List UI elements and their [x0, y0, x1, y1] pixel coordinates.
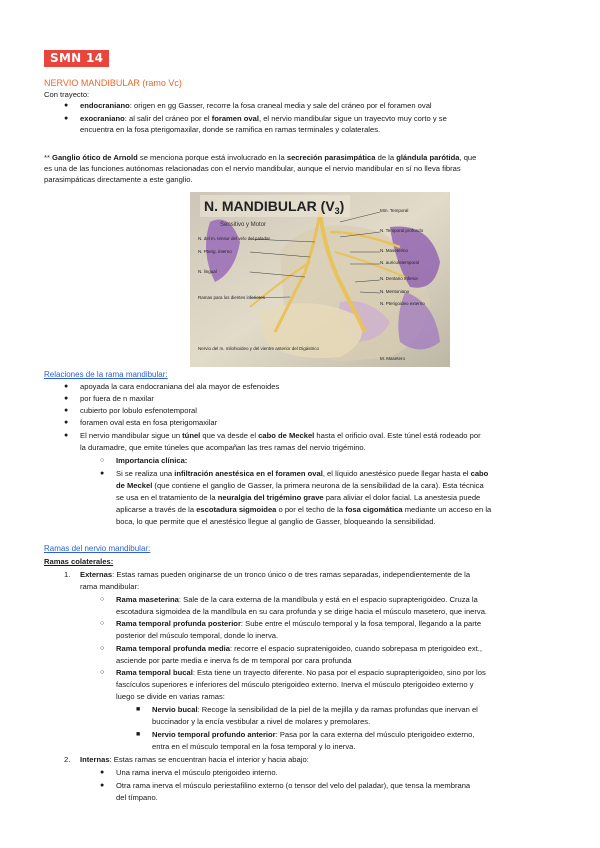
relacion-item: cubierto por lobulo esfenotemporal	[80, 406, 197, 415]
trayecto-item-2-cont: encuentra en la fosa pterigomaxilar, donde se ramifica en ramas terminales y colaterales.	[80, 125, 381, 134]
bucal-sub-line: Nervio temporal profundo anterior: Pasa por la cara externa del músculo pterigoideo externo,	[152, 730, 475, 739]
int-item-line: del tímpano.	[116, 793, 158, 802]
mandibular-nerve-diagram	[190, 192, 450, 367]
relacion-item: apoyada la cara endocraniana del ala mayor de esfenoides	[80, 382, 280, 391]
bucal-sub-line: buccinador y la encía vestibular a nivel de molares y premolares.	[152, 717, 371, 726]
circle-bullet-icon: ○	[100, 596, 105, 603]
ext-item-line: asciende por parte media e inerva fs de m temporal por cara profunda	[116, 656, 352, 665]
int-item-line: Una rama inerva el músculo pterigoideo interno.	[116, 768, 278, 777]
square-bullet-icon: ■	[136, 731, 141, 738]
bullet-icon: ●	[64, 102, 69, 109]
diagram-label: N. lingual	[198, 269, 217, 274]
diagram-label: N. Maseterino	[380, 248, 409, 253]
tunel-line-2: la duramadre, que emite túneles que acompañan las tres ramas del nervio trigémino.	[80, 443, 366, 452]
ramas-heading[interactable]: Ramas del nervio mandibular:	[44, 544, 151, 553]
bullet-icon: ●	[100, 782, 105, 789]
trayecto-item-2: exocraniano: al salir del cráneo por el foramen oval, el nervio mandibular sigue un trayecvto muy corto y se	[80, 114, 447, 123]
ext-item-line: Rama maseterina: Sale de la cara externa de la mandíbula y está en el espacio suprapterigoideo. Cruza la	[116, 595, 478, 604]
bullet-icon: ●	[64, 419, 69, 426]
tunel-line-1: El nervio mandibular sigue un túnel que va desde el cabo de Meckel hasta el orificio oval. Este túnel está rodeado por	[80, 431, 481, 440]
ext-item-line: Rama temporal bucal: Esta tiene un trayecto diferente. No pasa por el espacio suprapterigoideo, sino por los	[116, 668, 486, 677]
clinica-line-5: boca, lo que permite que el anestésico llegue al ganglio de Gasser, bloqueando la sensibilidad.	[116, 517, 436, 526]
diagram-label: N. Mentoniano	[380, 289, 410, 294]
diagram-label: M. Masetero	[380, 356, 406, 361]
clinica-label: Importancia clínica:	[116, 456, 188, 465]
diagram-label: N. Pterig. interno	[198, 249, 232, 254]
diagram-title: N. MANDIBULAR $(V_3)$	[204, 198, 345, 216]
externas-line-1: Externas: Estas ramas pueden originarse de un tronco único o de tres ramas separadas, independientemente de la	[80, 570, 471, 579]
internas-line: Internas: Estas ramas se encuentran hacia el interior y hacia abajo:	[80, 755, 309, 764]
diagram-label: N. Temporal profundo	[380, 228, 424, 233]
circle-bullet-icon: ○	[100, 669, 105, 676]
circle-bullet-icon: ○	[100, 645, 105, 652]
internas-number: 2.	[64, 755, 71, 764]
bullet-icon: ●	[100, 470, 105, 477]
bullet-icon: ●	[64, 383, 69, 390]
externas-line-2: rama mandibular:	[80, 582, 140, 591]
bullet-icon: ●	[64, 395, 69, 402]
diagram-label: Nervio del m. milohioideo y del vientre anterior del Digástrico	[198, 346, 320, 351]
relacion-item: por fuera de n maxilar	[80, 394, 154, 403]
circle-bullet-icon: ○	[100, 457, 105, 464]
clinica-line-3: se usa en el tratamiento de la neuralgia del trigémino grave para aliviar el dolor facial. La anestesia puede	[116, 493, 481, 502]
diagram-label: N. Pterigoideo externo	[380, 301, 425, 306]
otico-line-1: ** Ganglio ótico de Arnold se menciona porque está involucrado en la secreción parasimpática de la glándula parótida, que	[44, 153, 477, 162]
clinica-line-4: aplicarse a través de la escotadura sigmoidea o por el techo de la fosa cigomática mediante un acceso en la	[116, 505, 492, 514]
bullet-icon: ●	[64, 115, 69, 122]
ext-item-line: Rama temporal profunda posterior: Sube entre el músculo temporal y la fosa temporal, llegando a la parte	[116, 619, 482, 628]
bucal-sub-line: Nervio bucal: Recoge la sensibilidad de la piel de la mejilla y da ramas profundas que inervan el	[152, 705, 478, 714]
clinica-line-2: de Meckel (que contiene el ganglio de Gasser, la primera neurona de la sensibilidad de la cara). Esta técnica	[116, 481, 484, 490]
diagram-label: N. auriculotemporal	[380, 260, 420, 265]
bullet-icon: ●	[64, 432, 69, 439]
relaciones-heading[interactable]: Relaciones de la rama mandibular:	[44, 370, 168, 379]
ext-item-line: posterior del músculo temporal, donde lo inerva.	[116, 631, 279, 640]
clinica-line-1: Si se realiza una infiltración anestésica en el foramen oval, el líquido anestésico puede llegar hasta el cabo	[116, 469, 489, 478]
diagram-label: N. Dentario Inferior	[380, 276, 419, 281]
diagram-illustration	[190, 192, 450, 367]
ext-item-line: luego se divide en varias ramas:	[116, 692, 225, 701]
section-heading: NERVIO MANDIBULAR (ramo Vc)	[44, 78, 182, 88]
trayecto-item-1: endocraniano: origen en gg Gasser, recorre la fosa craneal media y sale del cráneo por el foramen oval	[80, 101, 432, 110]
ext-item-line: escotadura sigmoidea de la mandíbula en su cara profunda y se dirige hacia el músculo masetero, que inerva.	[116, 607, 488, 616]
diagram-label: Mm. Temporal	[380, 208, 409, 213]
circle-bullet-icon: ○	[100, 620, 105, 627]
bullet-icon: ●	[100, 769, 105, 776]
bucal-sub-line: entra en el músculo temporal en la fosa temporal y lo inerva.	[152, 742, 356, 751]
intro-label: Con trayecto:	[44, 90, 90, 99]
ext-item-line: fascículos superiores e inferiores del músculo pterigoideo externo. Inerva el músculo pterigoideo externo y	[116, 680, 474, 689]
otico-line-2: es una de las funciones autónomas relacionadas con el nervio mandibular, aunque el nervio mandibular en sí no lleva fibras	[44, 164, 461, 173]
relacion-item: foramen oval esta en fosa pterigomaxilar	[80, 418, 218, 427]
bullet-icon: ●	[64, 407, 69, 414]
diagram-subtitle: Sensitivo y Motor	[220, 222, 267, 228]
colaterales-label: Ramas colaterales:	[44, 557, 114, 566]
otico-line-3: parasimpáticas directamente a este ganglio.	[44, 175, 193, 184]
section-badge: SMN 14	[44, 50, 109, 67]
int-item-line: Otra rama inerva el músculo periestafilino externo (o tensor del velo del paladar), que tensa la membrana	[116, 781, 471, 790]
ext-item-line: Rama temporal profunda media: recorre el espacio supratenigoideo, cuando sobrepasa m pterigoideo ext.,	[116, 644, 482, 653]
square-bullet-icon: ■	[136, 706, 141, 713]
externas-number: 1.	[64, 570, 71, 579]
diagram-label: N. del m. tensor del velo del paladar	[198, 236, 271, 241]
diagram-label: Ramas para los dientes inferiores	[198, 295, 266, 300]
